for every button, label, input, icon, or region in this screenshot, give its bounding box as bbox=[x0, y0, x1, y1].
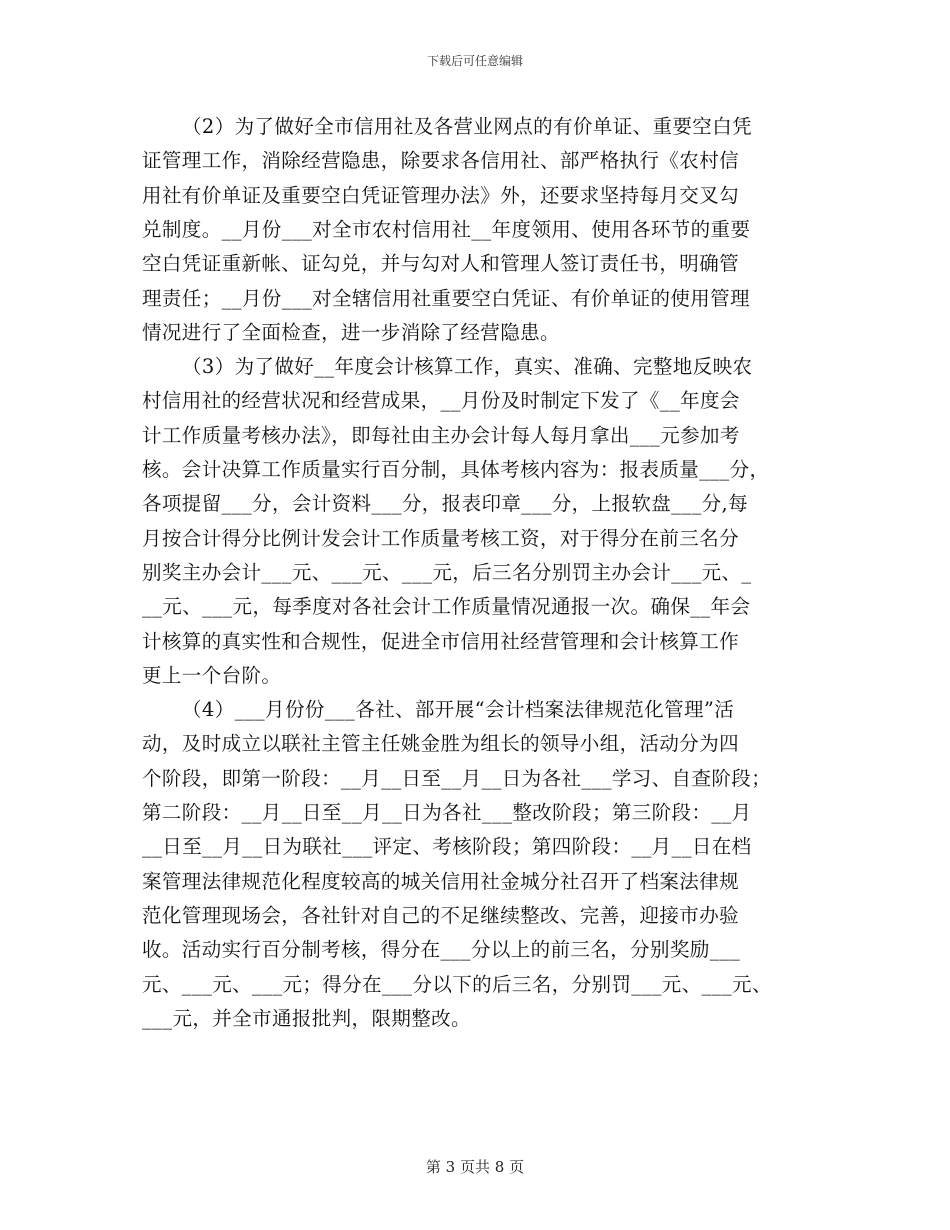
paragraph-line: 核。会计决算工作质量实行百分制，具体考核内容为：报表质量___分， bbox=[142, 458, 770, 481]
paragraph-line: 动，及时成立以联社主管主任姚金胜为组长的领导小组，活动分为四 bbox=[142, 732, 740, 756]
page-number: 第 3 页共 8 页 bbox=[425, 1158, 525, 1176]
paragraph-line: __元、___元，每季度对各社会计工作质量情况通报一次。确保__年会 bbox=[142, 595, 751, 619]
paragraph-first-line: （4）___月份份___各社、部开展“会计档案法律规范化管理”活 bbox=[182, 698, 735, 722]
paragraph-line: 案管理法律规范化程度较高的城关信用社金城分社召开了档案法律规 bbox=[142, 869, 740, 893]
paragraph-line: ___元，并全市通报批判，限期整改。 bbox=[142, 1006, 471, 1030]
paragraph-line: 第二阶段：__月__日至__月__日为各社___整改阶段；第三阶段：__月 bbox=[142, 801, 752, 824]
page-header: 下载后可任意编辑 bbox=[426, 54, 523, 68]
paragraph-line: 更上一个台阶。 bbox=[142, 663, 282, 687]
paragraph-line: 元、___元、___元；得分在___分以下的后三名，分别罚___元、___元、 bbox=[142, 972, 772, 996]
paragraph-line: 空白凭证重新帐、证勾兑，并与勾对人和管理人签订责任书，明确管 bbox=[142, 252, 740, 276]
paragraph-line: 个阶段，即第一阶段：__月__日至__月__日为各社___学习、自查阶段； bbox=[142, 766, 772, 790]
paragraph-line: 计核算的真实性和合规性，促进全市信用社经营管理和会计核算工作 bbox=[142, 629, 740, 653]
paragraph-line: 用社有价单证及重要空白凭证管理办法》外，还要求坚持每月交叉勾 bbox=[142, 183, 740, 207]
paragraph-line: 范化管理现场会，各社针对自己的不足继续整改、完善，迎接市办验 bbox=[142, 903, 740, 927]
paragraph-line: 各项提留___分，会计资料___分，报表印章___分，上报软盘___分,每 bbox=[142, 492, 748, 516]
paragraph-line: 兑制度。__月份___对全市农村信用社__年度领用、使用各环节的重要 bbox=[142, 217, 751, 241]
paragraph-line: 理责任；__月份___对全辖信用社重要空白凭证、有价单证的使用管理 bbox=[142, 286, 750, 310]
paragraph-line: 计工作质量考核办法》，即每社由主办会计每人每月拿出___元参加考 bbox=[142, 423, 740, 447]
paragraph-first-line: （3）为了做好__年度会计核算工作，真实、准确、完整地反映农 bbox=[182, 355, 753, 379]
paragraph-line: 别奖主办会计___元、___元、___元，后三名分别罚主办会计___元、_ bbox=[142, 560, 752, 584]
paragraph-line: 收。活动实行百分制考核，得分在___分以上的前三名，分别奖励___ bbox=[142, 938, 741, 962]
paragraph-line: 月按合计得分比例计发会计工作质量考核工资，对于得分在前三名分 bbox=[142, 526, 740, 550]
paragraph-line: 情况进行了全面检查，进一步消除了经营隐患。 bbox=[142, 320, 560, 344]
paragraph-line: 村信用社的经营状况和经营成果，__月份及时制定下发了《__年度会 bbox=[142, 389, 740, 413]
paragraph-line: __日至__月__日为联社___评定、考核阶段；第四阶段：__月__日在档 bbox=[142, 835, 752, 859]
paragraph-first-line: （2）为了做好全市信用社及各营业网点的有价单证、重要空白凭 bbox=[182, 115, 753, 138]
paragraph-line: 证管理工作，消除经营隐患，除要求各信用社、部严格执行《农村信 bbox=[142, 149, 740, 173]
